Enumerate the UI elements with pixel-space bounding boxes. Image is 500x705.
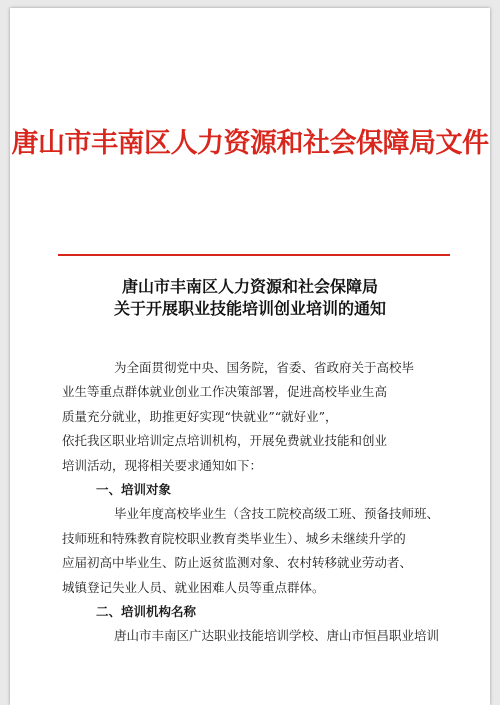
intro-line: 质量充分就业，助推更好实现“快就业”“就好业”， — [62, 408, 338, 424]
notice-body — [62, 356, 460, 649]
intro-line: 业生等重点群体就业创业工作决策部署，促进高校毕业生高 — [62, 384, 388, 400]
document-header: 唐山市丰南区人力资源和社会保障局文件 — [11, 128, 489, 159]
notice-title-line-2: 关于开展职业技能培训创业培训的通知 — [113, 299, 386, 318]
section1-line: 技师班和特殊教育院校职业教育类毕业生）、城乡未继续升学的 — [62, 530, 406, 546]
notice-title-line-1: 唐山市丰南区人力资源和社会保障局 — [121, 277, 378, 296]
section1-line: 城镇登记失业人员、就业困难人员等重点群体。 — [62, 579, 325, 595]
intro-line: 依托我区职业培训定点培训机构，开展免费就业技能和创业 — [62, 433, 388, 449]
intro-line: 为全面贯彻党中央、国务院，省委、省政府关于高校毕 — [114, 360, 415, 375]
section1-line: 应届初高中毕业生、防止返贫监测对象、农村转移就业劳动者、 — [62, 555, 413, 571]
section-heading-targets: 一、培训对象 — [96, 481, 172, 497]
red-separator-line — [58, 254, 450, 256]
document-page — [10, 8, 490, 705]
notice-title — [10, 276, 490, 320]
section1-line: 毕业年度高校毕业生（含技工院校高级工班、预备技师班、 — [114, 506, 440, 522]
section-heading-institutions: 二、培训机构名称 — [96, 603, 197, 619]
section2-line: 唐山市丰南区广达职业技能培训学校、唐山市恒昌职业培训 — [114, 628, 440, 644]
intro-line: 培训活动，现将相关要求通知如下： — [62, 457, 263, 473]
